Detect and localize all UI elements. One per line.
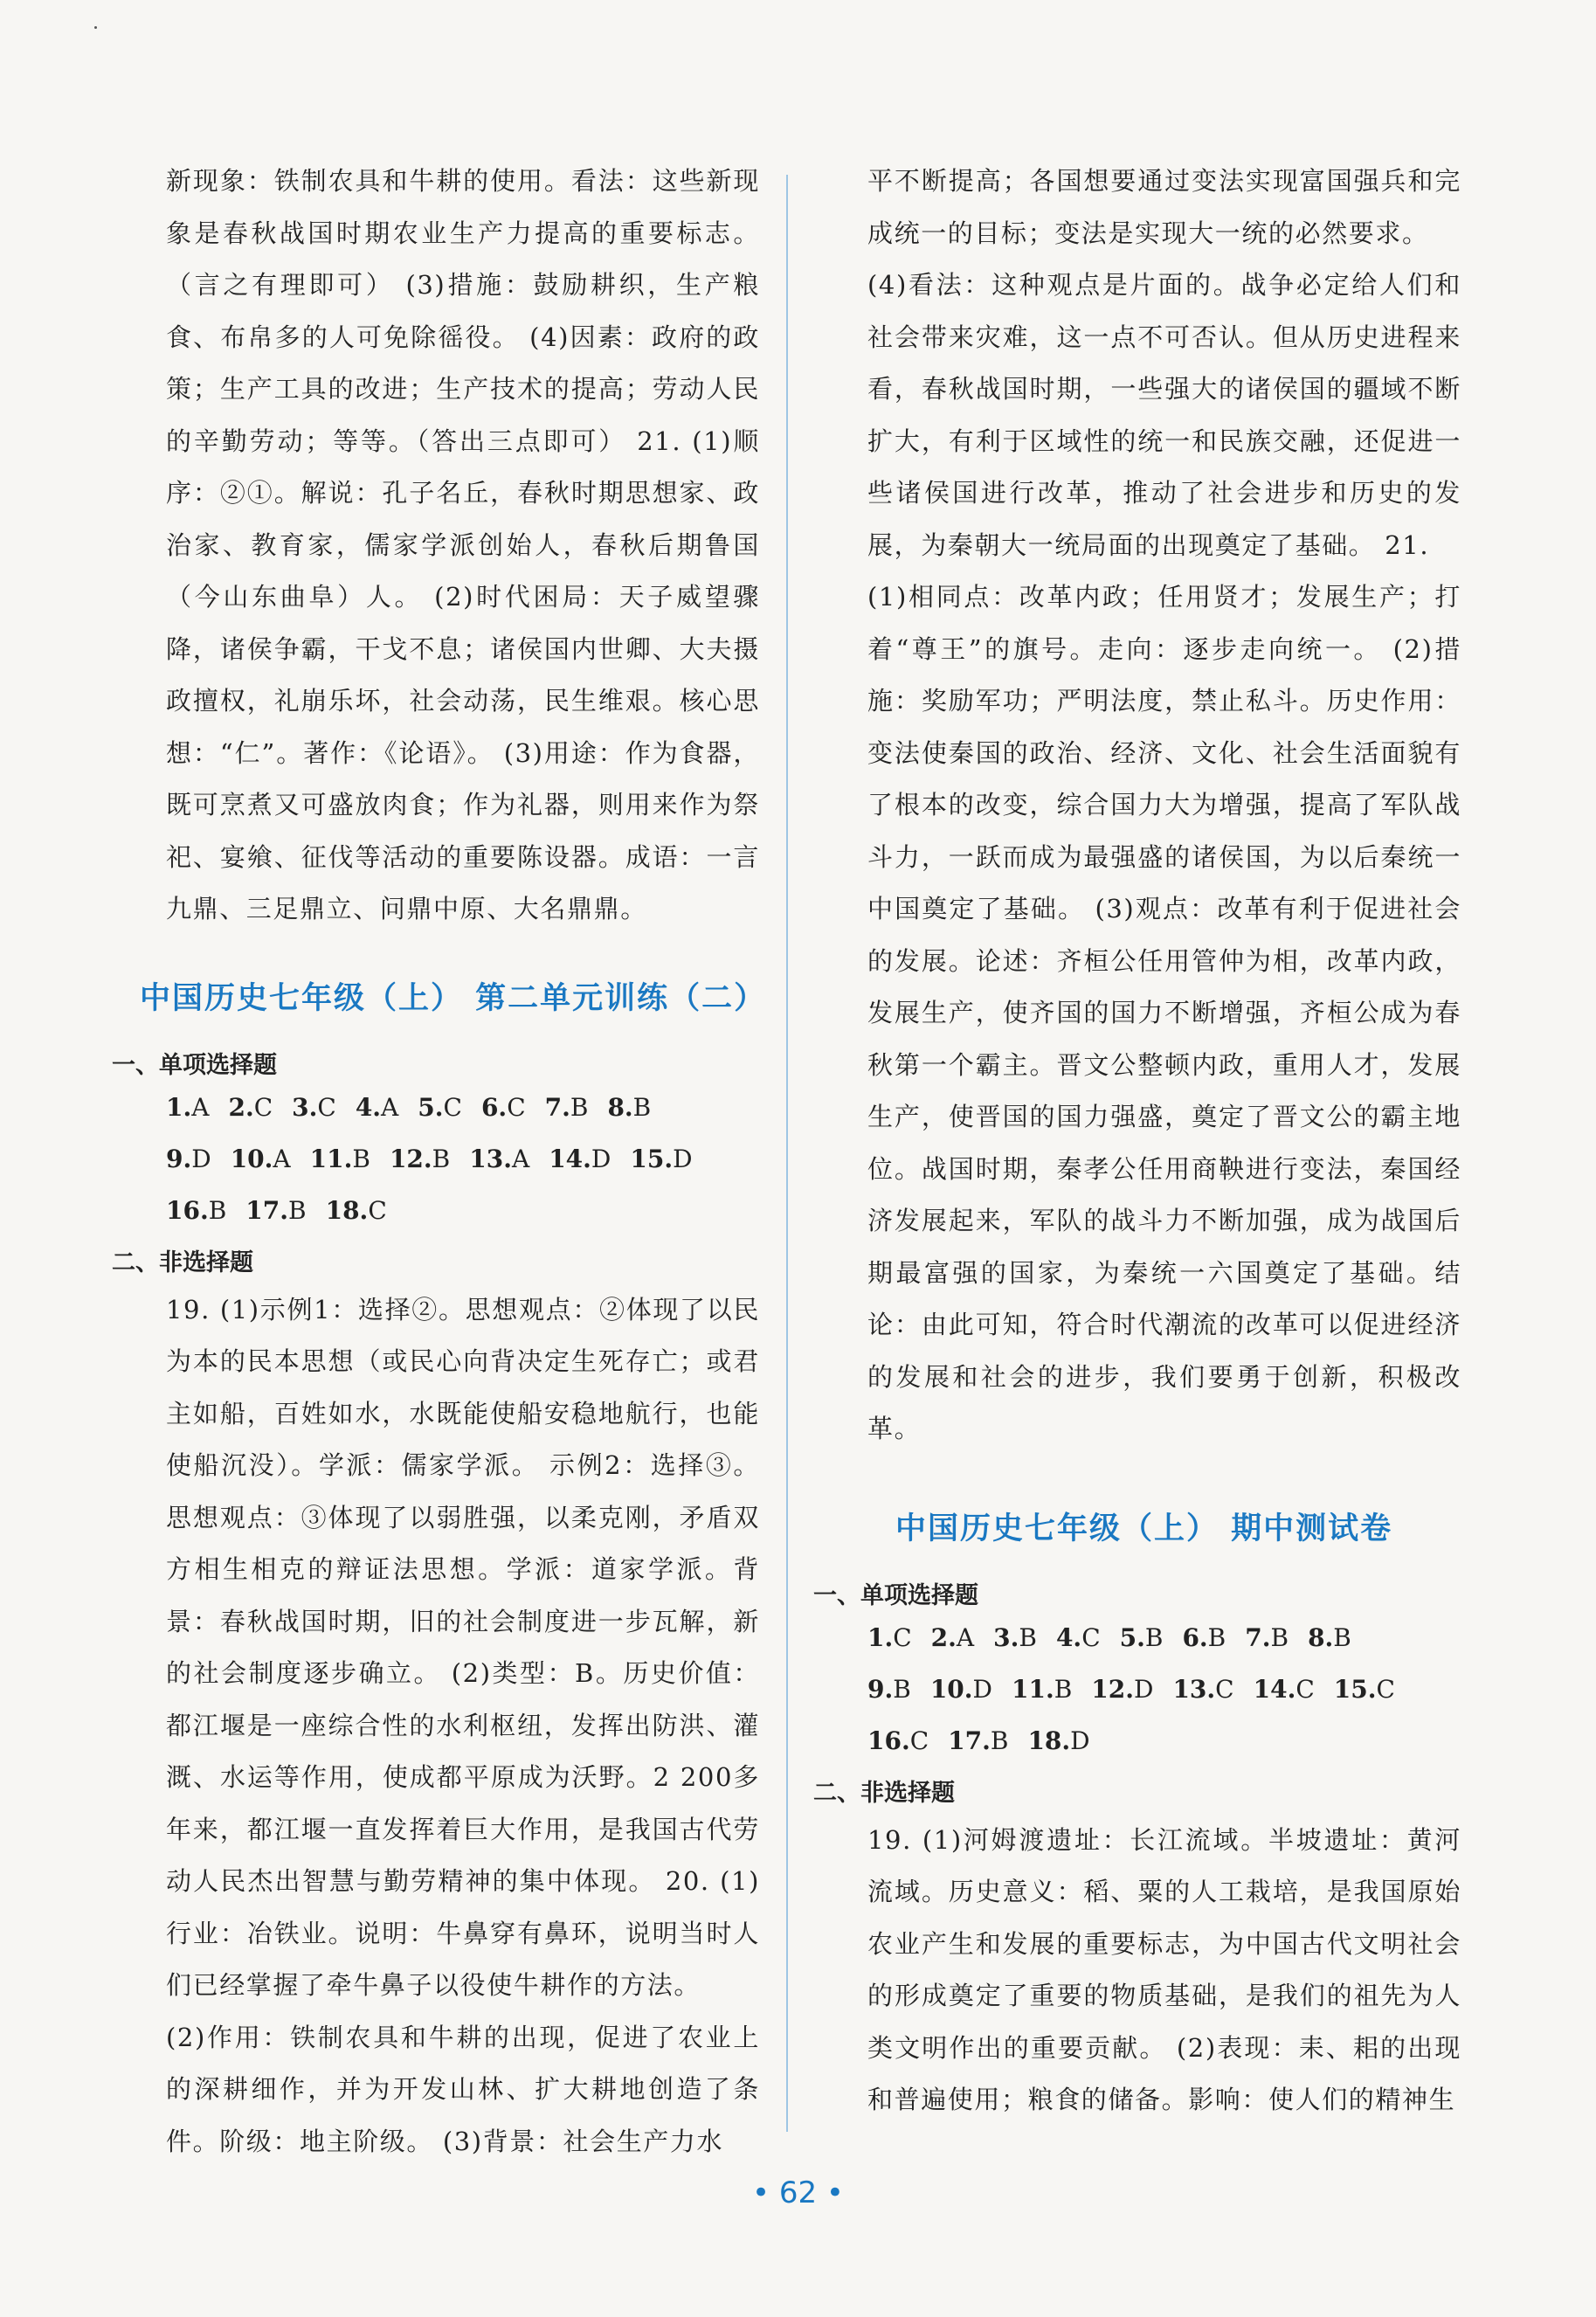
answer-letter: C bbox=[1215, 1674, 1234, 1704]
answer-item bbox=[1308, 1612, 1351, 1663]
answer-item bbox=[1254, 1663, 1315, 1715]
question-number: 7. bbox=[544, 1092, 570, 1122]
answer-item bbox=[326, 1185, 387, 1236]
question-number: 2. bbox=[930, 1622, 957, 1652]
answer-paragraph: (2)作用：铁制农具和牛耕的出现，促进了农业上的深耕细作，并为开发山林、扩大耕地创造了条件。阶级：地主阶级。 (3)背景：社会生产力水 bbox=[166, 2022, 760, 2156]
answer-item bbox=[867, 1612, 912, 1663]
answer-letter: C bbox=[443, 1092, 462, 1122]
answer-item bbox=[418, 1082, 462, 1133]
question-number: 8. bbox=[1308, 1622, 1334, 1652]
answer-item bbox=[310, 1133, 370, 1185]
answer-letter: B bbox=[1333, 1622, 1351, 1652]
answer-letter: C bbox=[507, 1092, 526, 1122]
question-number: 10. bbox=[230, 1144, 273, 1173]
answer-item bbox=[1182, 1612, 1226, 1663]
answer-item bbox=[356, 1082, 398, 1133]
scan-mark bbox=[94, 26, 97, 29]
question-number: 15. bbox=[630, 1144, 674, 1173]
question-number: 7. bbox=[1245, 1622, 1271, 1652]
answer-item bbox=[993, 1612, 1037, 1663]
answer-letter: A bbox=[381, 1092, 399, 1122]
section-title: 中国历史七年级（上） 第二单元训练（二） bbox=[140, 980, 767, 1016]
multiple-choice-heading: 一、单项选择题 bbox=[813, 1581, 978, 1609]
answer-item bbox=[245, 1185, 306, 1236]
answer-paragraph: 19. (1)河姆渡遗址：长江流域。半坡遗址：黄河流域。历史意义：稻、粟的人工栽培，是我国原始农业产生和发展的重要标志，为中国古代文明社会的形成奠定了重要的物质基础，是我们的祖先为人类文明作出的重要贡献。 (2)表现：耒、耜的出现和普遍使用；粮食的储备。影响：使人们的精神生 bbox=[867, 1824, 1461, 2114]
non-choice-heading: 二、非选择题 bbox=[112, 1248, 253, 1276]
answer-item bbox=[607, 1082, 651, 1133]
answer-item bbox=[948, 1715, 1008, 1767]
question-number: 1. bbox=[867, 1622, 894, 1652]
answer-paragraph: 新现象：铁制农具和牛耕的使用。看法：这些新现象是春秋战国时期农业生产力提高的重要标志。（言之有理即可） (3)措施：鼓励耕织，生产粮食、布帛多的人可免除徭役。 (4)因素：政府的政策；生产工具的改进；生产技术的提高；劳动人民的辛勤劳动；等等。（答出三点即可） 21. (1)顺序：②①。解说：孔子名丘，春秋时期思想家、政治家、教育家，儒家学派创始人，春秋后期鲁国（今山东曲阜）人。 (2)时代困局：天子威望骤降，诸侯争霸，干戈不息；诸侯国内世卿、大夫摄政擅权，礼崩乐坏，社会动荡，民生维艰。核心思想：“仁”。著作：《论语》。 (3)用途：作为食器，既可烹煮又可盛放肉食；作为礼器，则用来作为祭祀、宴飨、征伐等活动的重要陈设器。成语：一言九鼎、三足鼎立、问鼎中原、大名鼎鼎。 bbox=[166, 166, 760, 923]
answer-letter: A bbox=[956, 1622, 975, 1652]
answer-item bbox=[166, 1082, 209, 1133]
answer-letter: B bbox=[1019, 1622, 1037, 1652]
question-number: 6. bbox=[480, 1092, 508, 1122]
answer-letter: D bbox=[1134, 1674, 1154, 1704]
answer-item bbox=[390, 1133, 450, 1185]
answer-letter: D bbox=[191, 1144, 211, 1173]
right-column bbox=[813, 156, 1461, 2127]
question-number: 6. bbox=[1182, 1622, 1208, 1652]
multiple-choice-answers bbox=[166, 1082, 760, 1236]
answer-letter: C bbox=[1295, 1674, 1315, 1704]
answer-letter: C bbox=[909, 1726, 929, 1755]
question-number: 17. bbox=[245, 1195, 289, 1225]
question-number: 4. bbox=[1055, 1622, 1082, 1652]
answer-item bbox=[1120, 1612, 1164, 1663]
answer-item bbox=[630, 1133, 692, 1185]
answer-item bbox=[1091, 1663, 1153, 1715]
answer-paragraph: (4)看法：这种观点是片面的。战争必定给人们和社会带来灾难，这一点不可否认。但从历史进程来看，春秋战国时期，一些强大的诸侯国的疆域不断扩大，有利于区域性的统一和民族交融，还促进一些诸侯国进行改革，推动了社会进步和历史的发展，为秦朝大一统局面的出现奠定了基础。 21. bbox=[867, 270, 1461, 560]
answer-letter: B bbox=[893, 1674, 911, 1704]
answer-letter: B bbox=[288, 1195, 307, 1225]
answer-letter: B bbox=[432, 1144, 451, 1173]
question-number: 3. bbox=[292, 1092, 318, 1122]
answer-letter: B bbox=[990, 1726, 1009, 1755]
answer-letter: C bbox=[253, 1092, 273, 1122]
question-number: 17. bbox=[948, 1726, 991, 1755]
answer-letter: B bbox=[1144, 1622, 1164, 1652]
question-number: 18. bbox=[325, 1195, 369, 1225]
answer-item bbox=[166, 1133, 211, 1185]
answer-item bbox=[1334, 1663, 1395, 1715]
answer-letter: D bbox=[591, 1144, 611, 1173]
answer-letter: D bbox=[673, 1144, 693, 1173]
answer-letter: A bbox=[511, 1144, 530, 1173]
multiple-choice-answers bbox=[867, 1612, 1461, 1767]
question-number: 14. bbox=[1253, 1674, 1296, 1704]
answer-letter: C bbox=[1376, 1674, 1395, 1704]
answer-letter: C bbox=[368, 1195, 387, 1225]
answer-letter: B bbox=[632, 1092, 652, 1122]
answer-row bbox=[166, 1185, 760, 1236]
answer-paragraph: 19. (1)示例1：选择②。思想观点：②体现了以民为本的民本思想（或民心向背决定生死存亡；或君主如船，百姓如水，水既能使船安稳地航行，也能使船沉没）。学派：儒家学派。 示例2：选择③。思想观点：③体现了以弱胜强，以柔克刚，矛盾双方相生相克的辩证法思想。学派：道家学派。背景：春秋战国时期，旧的社会制度进一步瓦解，新的社会制度逐步确立。 (2)类型：B。历史价值：都江堰是一座综合性的水利枢纽，发挥出防洪、灌溉、水运等作用，使成都平原成为沃野。2 200多年来，都江堰一直发挥着巨大作用，是我国古代劳动人民杰出智慧与勤劳精神的集中体现。 20. (1)行业：冶铁业。说明：牛鼻穿有鼻环，说明当时人们已经掌握了牵牛鼻子以役使牛耕作的方法。 bbox=[166, 1294, 760, 2000]
answer-item bbox=[1027, 1715, 1089, 1767]
answer-item bbox=[867, 1663, 911, 1715]
question-number: 11. bbox=[1011, 1674, 1054, 1704]
question-number: 15. bbox=[1333, 1674, 1377, 1704]
answer-paragraph: 平不断提高；各国想要通过变法实现富国强兵和完成统一的目标；变法是实现大一统的必然要求。 bbox=[867, 166, 1461, 248]
question-number: 18. bbox=[1027, 1726, 1071, 1755]
answer-row bbox=[166, 1133, 760, 1185]
answer-item bbox=[166, 1185, 226, 1236]
answer-item bbox=[292, 1082, 336, 1133]
answer-item bbox=[481, 1082, 526, 1133]
answer-item bbox=[931, 1612, 974, 1663]
answer-item bbox=[1245, 1612, 1289, 1663]
question-number: 1. bbox=[166, 1092, 192, 1122]
answer-letter: B bbox=[1270, 1622, 1289, 1652]
page-number: • 62 • bbox=[752, 2175, 844, 2210]
answer-letter: B bbox=[1054, 1674, 1073, 1704]
question-number: 9. bbox=[867, 1674, 894, 1704]
question-number: 16. bbox=[166, 1195, 209, 1225]
question-number: 5. bbox=[1119, 1622, 1145, 1652]
answer-item bbox=[930, 1663, 992, 1715]
answer-letter: B bbox=[1207, 1622, 1226, 1652]
answer-item bbox=[545, 1082, 589, 1133]
question-number: 16. bbox=[867, 1726, 910, 1755]
question-number: 4. bbox=[355, 1092, 382, 1122]
answer-item bbox=[231, 1133, 291, 1185]
answer-letter: D bbox=[972, 1674, 992, 1704]
question-number: 10. bbox=[929, 1674, 973, 1704]
question-number: 13. bbox=[1172, 1674, 1216, 1704]
answer-letter: A bbox=[191, 1092, 210, 1122]
answer-item bbox=[1012, 1663, 1072, 1715]
question-number: 2. bbox=[228, 1092, 254, 1122]
answer-item bbox=[228, 1082, 273, 1133]
answer-item bbox=[867, 1715, 929, 1767]
question-number: 12. bbox=[1091, 1674, 1134, 1704]
answer-item bbox=[549, 1133, 611, 1185]
question-number: 12. bbox=[389, 1144, 432, 1173]
question-number: 11. bbox=[309, 1144, 353, 1173]
answer-letter: C bbox=[1081, 1622, 1101, 1652]
answer-item bbox=[1172, 1663, 1233, 1715]
answer-letter: B bbox=[570, 1092, 589, 1122]
answer-item bbox=[1056, 1612, 1101, 1663]
question-number: 9. bbox=[166, 1144, 192, 1173]
answer-item bbox=[469, 1133, 529, 1185]
question-number: 8. bbox=[607, 1092, 633, 1122]
left-column bbox=[112, 156, 767, 2168]
answer-paragraph: (1)相同点：改革内政；任用贤才；发展生产；打着“尊王”的旗号。走向：逐步走向统一。 (2)措施：奖励军功；严明法度，禁止私斗。历史作用：变法使秦国的政治、经济、文化、社会生活面貌有了根本的改变，综合国力大为增强，提高了军队战斗力，一跃而成为最强盛的诸侯国，为以后秦统一中国奠定了基础。 (3)观点：改革有利于促进社会的发展。论述：齐桓公任用管仲为相，改革内政，发展生产，使齐国的国力不断增强，齐桓公成为春秋第一个霸主。晋文公整顿内政，重用人才，发展生产，使晋国的国力强盛，奠定了晋文公的霸主地位。战国时期，秦孝公任用商鞅进行变法，秦国经济发展起来，军队的战斗力不断加强，成为战国后期最富强的国家，为秦统一六国奠定了基础。结论：由此可知，符合时代潮流的改革可以促进经济的发展和社会的进步，我们要勇于创新，积极改革。 bbox=[867, 582, 1461, 1443]
question-number: 5. bbox=[418, 1092, 444, 1122]
question-number: 3. bbox=[993, 1622, 1019, 1652]
answer-letter: D bbox=[1070, 1726, 1090, 1755]
multiple-choice-heading: 一、单项选择题 bbox=[112, 1051, 277, 1079]
answer-row bbox=[166, 1082, 760, 1133]
answer-letter: B bbox=[208, 1195, 227, 1225]
answer-row bbox=[867, 1715, 1461, 1767]
question-number: 14. bbox=[549, 1144, 591, 1173]
answer-letter: C bbox=[317, 1092, 336, 1122]
column-divider bbox=[786, 175, 788, 2132]
answer-letter: A bbox=[273, 1144, 291, 1173]
section-title: 中国历史七年级（上） 期中测试卷 bbox=[895, 1511, 1393, 1546]
answer-letter: B bbox=[352, 1144, 370, 1173]
non-choice-heading: 二、非选择题 bbox=[813, 1779, 955, 1807]
answer-row bbox=[867, 1663, 1461, 1715]
question-number: 13. bbox=[469, 1144, 512, 1173]
answer-letter: C bbox=[893, 1622, 912, 1652]
answer-row bbox=[867, 1612, 1461, 1663]
